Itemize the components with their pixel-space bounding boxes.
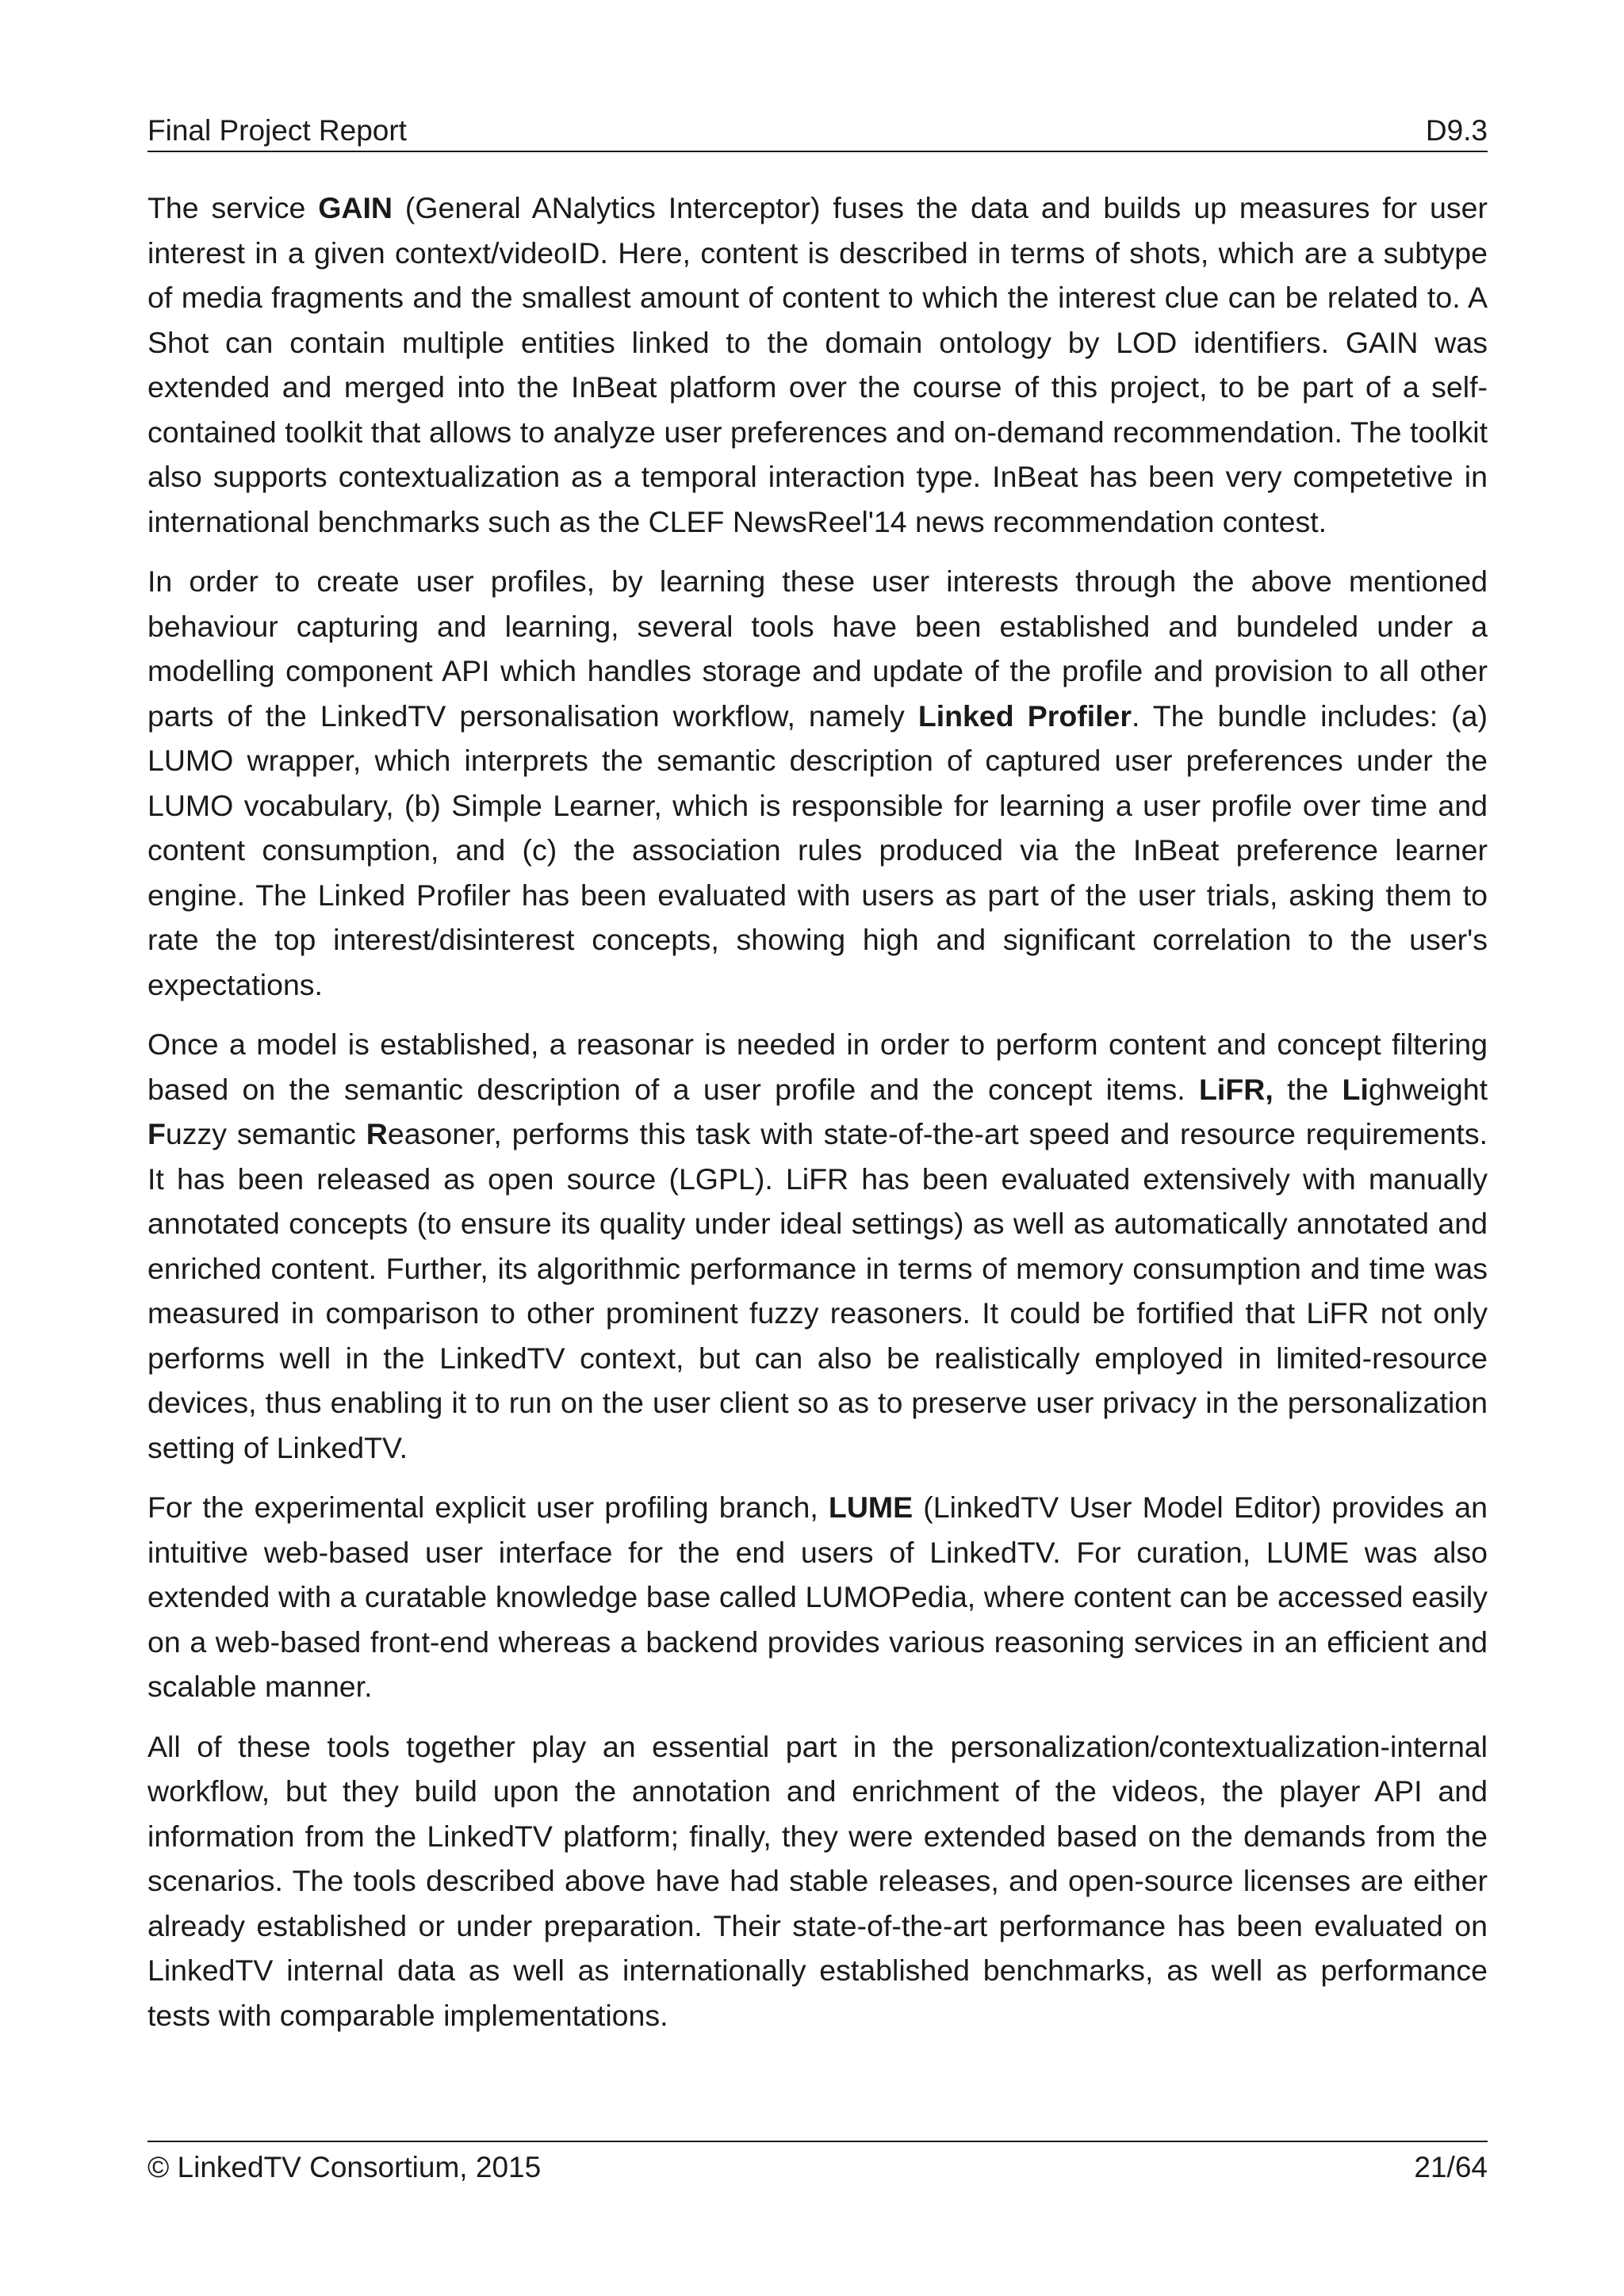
- term-lifr: LiFR,: [1199, 1072, 1274, 1106]
- paragraph-summary: All of these tools together play an essential part in the personalization/contextualization-internal workflow, but they build upon the annotation and enrichment of the videos, the player API and information from the LinkedTV platform; finally, they were extended based on the demands from the scenarios. The tools described above have had stable releases, and open-source licenses are either already established or under preparation. Their state-of-the-art performance has been evaluated on LinkedTV internal data as well as internationally established benchmarks, as well as performance tests with comparable implementations.: [147, 1729, 1488, 2032]
- page-footer: [147, 2141, 1488, 2187]
- copyright-notice: © LinkedTV Consortium, 2015: [147, 2151, 542, 2183]
- paragraph-lifr: Once a model is established, a reasonar is needed in order to perform content and concept filtering based on the semantic description of a user profile and the concept items. LiFR, the Lighweight Fuzzy semantic Reasoner, performs this task with state-of-the-art speed and resource requirements. It has been released as open source (LGPL). LiFR has been evaluated extensively with manually annotated concepts (to ensure its quality under ideal settings) as well as automatically annotated and enriched content. Further, its algorithmic performance in terms of memory consumption and time was measured in comparison to other prominent fuzzy reasoners. It could be fortified that LiFR not only performs well in the LinkedTV context, but can also be realistically employed in limited-resource devices, thus enabling it to run on the user client so as to preserve user privacy in the personalization setting of LinkedTV.: [147, 1027, 1488, 1464]
- deliverable-id: D9.3: [1425, 114, 1488, 147]
- term-lume: LUME: [828, 1490, 914, 1524]
- body-text: [147, 186, 1488, 2053]
- paragraph-gain: The service GAIN (General ANalytics Interceptor) fuses the data and builds up measures for user interest in a given context/videoID. Here, content is described in terms of shots, which are a subtype of media fragments and the smallest amount of content to which the interest clue can be related to. A Shot can contain multiple entities linked to the domain ontology by LOD identifiers. GAIN was extended and merged into the InBeat platform over the course of this project, to be part of a self-contained toolkit that allows to analyze user preferences and on-demand recommendation. The toolkit also supports contextualization as a temporal interaction type. InBeat has been very competetive in international benchmarks such as the CLEF NewsReel'14 news recommendation contest.: [147, 191, 1488, 538]
- page-header: [147, 111, 1488, 152]
- term-gain: GAIN: [318, 191, 393, 224]
- page-number: 21/64: [1414, 2151, 1488, 2183]
- report-title: Final Project Report: [147, 114, 407, 147]
- term-linked-profiler: Linked Profiler: [917, 698, 1132, 733]
- paragraph-lume: For the experimental explicit user profiling branch, LUME (LinkedTV User Model Editor) provides an intuitive web-based user interface for the end users of LinkedTV. For curation, LUME was also extended with a curatable knowledge base called LUMOPedia, where content can be accessed easily on a web-based front-end whereas a backend provides various reasoning services in an efficient and scalable manner.: [147, 1490, 1488, 1703]
- paragraph-linked-profiler: In order to create user profiles, by learning these user interests through the above mentioned behaviour capturing and learning, several tools have been established and bundeled under a modelling component API which handles storage and update of the profile and provision to all other parts of the LinkedTV personalisation workflow, namely Linked Profiler. The bundle includes: (a) LUMO wrapper, which interprets the semantic description of captured user preferences under the LUMO vocabulary, (b) Simple Learner, which is responsible for learning a user profile over time and content consumption, and (c) the association rules produced via the InBeat preference learner engine. The Linked Profiler has been evaluated with users as part of the user trials, asking them to rate the top interest/disinterest concepts, showing high and significant correlation to the user's expectations.: [147, 564, 1488, 1001]
